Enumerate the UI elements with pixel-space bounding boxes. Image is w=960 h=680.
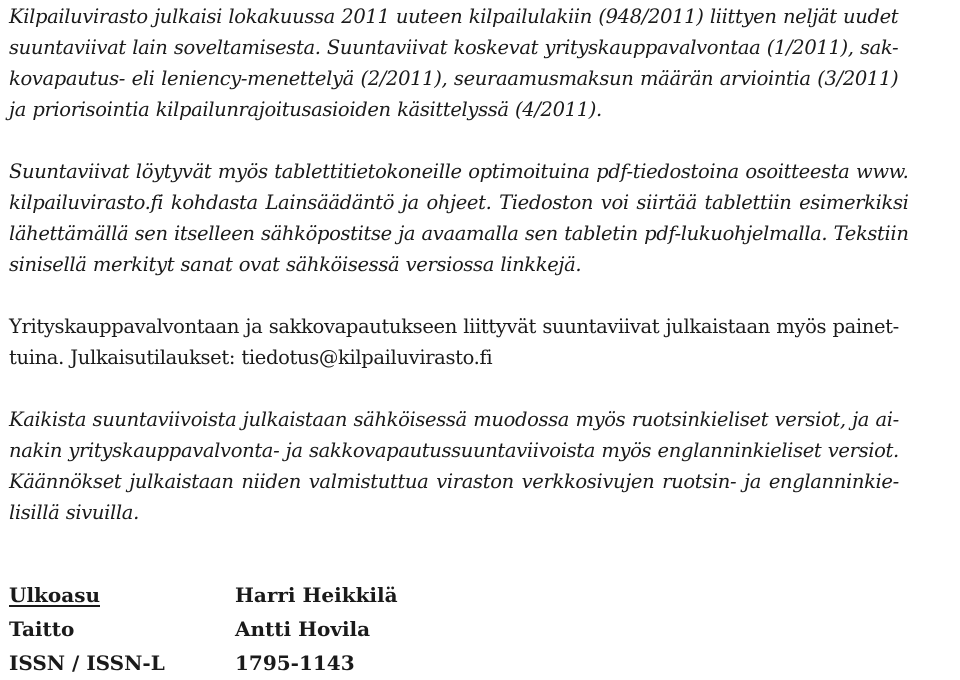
issn-label: ISSN / ISSN-L (9, 651, 165, 675)
typesetting-value: Antti Hovila (235, 617, 371, 641)
colophon-row-typesetting (9, 612, 398, 646)
paragraph-line: Yrityskauppavalvontaan ja sakkovapautukseen liittyvät suuntaviivat julkaistaan myös painet- (9, 315, 899, 338)
paragraph-line: ja priorisointia kilpailunrajoitusasioiden käsittelyssä (4/2011). (9, 98, 602, 121)
issn-value: 1795-1143 (235, 651, 355, 675)
layout-value: Harri Heikkilä (235, 583, 398, 607)
translations-paragraph (9, 404, 899, 528)
paragraph-line: nakin yrityskauppavalvonta- ja sakkovapautussuuntaviivoista myös englanninkieliset versiot. (9, 439, 899, 462)
paragraph-line: kovapautus- eli leniency-menettelyä (2/2011), seuraamusmaksun määrän arviointia (3/2011) (9, 67, 899, 90)
colophon (9, 578, 398, 680)
paragraph-line: sinisellä merkityt sanat ovat sähköisessä versiossa linkkejä. (9, 253, 582, 276)
paragraph-line: Kilpailuvirasto julkaisi lokakuussa 2011 uuteen kilpailulakiin (948/2011) liittyen neljät uudet (9, 5, 899, 28)
paragraph-line: Käännökset julkaistaan niiden valmistuttua viraston verkkosivujen ruotsin- ja englanninkie- (9, 470, 899, 493)
typesetting-label: Taitto (9, 617, 75, 641)
intro-paragraph (9, 1, 898, 125)
colophon-row-layout (9, 578, 398, 612)
layout-label: Ulkoasu (9, 583, 100, 607)
paragraph-line: lisillä sivuilla. (9, 501, 139, 524)
print-order-paragraph (9, 311, 899, 373)
tablet-info-paragraph (9, 156, 909, 280)
paragraph-line: lähettämällä sen itselleen sähköpostitse ja avaamalla sen tabletin pdf-lukuohjelmalla. Tekstiin (9, 222, 909, 245)
paragraph-line: kilpailuvirasto.fi kohdasta Lainsäädäntö ja ohjeet. Tiedoston voi siirtää tablettiin esimerkiksi (9, 191, 909, 214)
paragraph-line: Suuntaviivat löytyvät myös tablettitietokoneille optimoituina pdf-tiedostoina osoitteesta www. (9, 160, 909, 183)
colophon-row-issn (9, 646, 398, 680)
paragraph-line: Kaikista suuntaviivoista julkaistaan sähköisessä muodossa myös ruotsinkieliset versiot, ja ai- (9, 408, 899, 431)
paragraph-line: tuina. Julkaisutilaukset: tiedotus@kilpailuvirasto.fi (9, 346, 493, 369)
paragraph-line: suuntaviivat lain soveltamisesta. Suuntaviivat koskevat yrityskauppavalvontaa (1/2011), sak- (9, 36, 899, 59)
